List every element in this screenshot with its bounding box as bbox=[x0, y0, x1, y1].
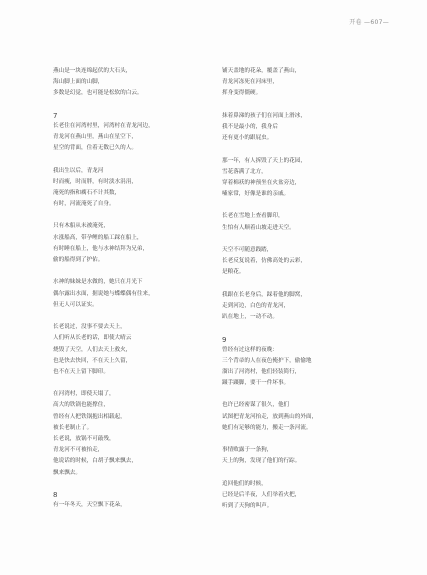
poem-line: 星空的背面，住着无数已久的人。 bbox=[53, 145, 137, 152]
poem-line: 雪花落满了北方， bbox=[222, 168, 267, 175]
poem-line: 也许已经密谋了很久，他们 bbox=[222, 402, 290, 409]
stanza-gap bbox=[53, 210, 193, 221]
poem-line: 趴在地上，一动不动。 bbox=[222, 314, 278, 321]
poem-line: 长老反复说着，仿佛高处的云彩， bbox=[222, 258, 306, 265]
poem-line: 曾经有过这样的夜晚： bbox=[222, 346, 278, 353]
poem-line: 青龙河冻死在河床里， bbox=[222, 79, 278, 86]
stanza-gap bbox=[53, 311, 193, 322]
stanza-gap bbox=[222, 200, 362, 211]
poem-line: 天空不可随意践踏， bbox=[222, 247, 273, 253]
poem-line: 烧毁了天空，人们去天上救火， bbox=[53, 346, 132, 353]
poem-line: 听到了天狗的叫声。 bbox=[222, 503, 273, 510]
poem-line: 生怕有人顺着山坡走进天空。 bbox=[222, 224, 295, 231]
poem-line: 水神的妹妹是水做的，她只在月光下 bbox=[53, 279, 143, 286]
poem-line: 曾经有人把铁锅抱出相载起， bbox=[53, 413, 126, 420]
poem-line: 淹死的指和瘸石不计其数， bbox=[53, 189, 121, 196]
stanza-gap bbox=[222, 100, 362, 111]
section-number: 9 bbox=[222, 335, 227, 344]
poem-line: 但无人可以证实。 bbox=[53, 301, 98, 308]
poem-line: 青龙河在燕山里，燕山在星空下， bbox=[53, 133, 137, 140]
stanza-gap bbox=[222, 434, 362, 445]
poem-line: 我出生以后，青龙河 bbox=[53, 167, 104, 174]
poem-line: 长老说，放锅不可敲残， bbox=[53, 436, 115, 442]
poem-line: 长老住在河湾村里，河湾村在青龙河边， bbox=[53, 122, 154, 129]
section-number: 8 bbox=[53, 490, 58, 499]
poem-line: 蹑手蹑脚，要干一件坏事。 bbox=[222, 380, 290, 387]
poem-line: 挥身变得僵硬。 bbox=[222, 90, 262, 97]
page-header: 开卷 —607— bbox=[349, 19, 389, 26]
poem-line: 被长老制止了。 bbox=[53, 424, 93, 431]
stanza-gap bbox=[222, 323, 362, 334]
stanza-gap bbox=[53, 154, 193, 165]
poem-line: 也不在天上留下脚印。 bbox=[53, 368, 109, 375]
stanza-gap bbox=[222, 389, 362, 400]
poem-line: 高大的铁锅也能撑住， bbox=[53, 402, 109, 409]
poem-line: 长老在雪地上查看脚印， bbox=[222, 213, 284, 220]
poem-line: 抹着鼻涕的孩子们在河面上滑冰， bbox=[222, 112, 306, 119]
poem-line: 事情败露于一条狗， bbox=[222, 447, 273, 454]
poem-line: 嗑家常，好像是谁的亲戚。 bbox=[222, 191, 290, 198]
poem-line: 时而瘦，时而胖，有时淡水涓涓， bbox=[53, 178, 137, 185]
poem-line: 走到河边，白色的青龙河， bbox=[222, 302, 290, 309]
poem-line: 她们有足够的能力，搬走一条河流。 bbox=[222, 424, 312, 431]
stanza-gap bbox=[53, 100, 193, 111]
stanza-gap bbox=[222, 279, 362, 290]
poem-line: 偷的船得到了护佑。 bbox=[53, 257, 104, 263]
poem-line: 飘来飘去。 bbox=[53, 469, 81, 476]
poem-line: 我不是最小的，我身后 bbox=[222, 123, 278, 130]
poem-line: 有时，河流淹死了自身。 bbox=[53, 201, 115, 208]
poem-line: 水涨船高，带孕鲤的船工踩在船上， bbox=[53, 234, 143, 241]
poem-line: 青龙河不可被抬走， bbox=[53, 447, 104, 454]
poem-line: 他说话的时候，白胡子飘来飘去， bbox=[53, 458, 137, 465]
poem-line: 多数是幻觉，也可能是松软的白云。 bbox=[53, 90, 143, 97]
stanza-gap bbox=[53, 479, 193, 490]
poem-line: 偶尔露出水面，据说她与蝶蝶偶有往来， bbox=[53, 290, 154, 297]
poem-line: 已经是后半夜，人们举着火把， bbox=[222, 491, 301, 498]
poem-line: 是粮花。 bbox=[222, 269, 245, 276]
poem-line: 铺天盖地的花朵，覆盖了燕山， bbox=[222, 68, 301, 74]
right-column bbox=[222, 66, 362, 512]
stanza-gap bbox=[222, 234, 362, 245]
poem-line: 溜出了河湾村，他们轻装简行， bbox=[222, 368, 301, 375]
poem-line: 有时睡在船上，他与水神结拜为兄弟， bbox=[53, 245, 149, 252]
stanza-gap bbox=[53, 378, 193, 389]
poem-line: 有一年冬天，天空飘下花朵， bbox=[53, 501, 126, 508]
poem-line: 只有木船从未被淹死， bbox=[53, 223, 109, 230]
left-column bbox=[53, 66, 193, 511]
poem-line: 海山脚上面的山脚， bbox=[53, 79, 104, 86]
poem-line: 追回他们的时候， bbox=[222, 480, 267, 487]
stanza-gap bbox=[53, 266, 193, 277]
stanza-gap bbox=[222, 468, 362, 479]
poem-line: 三个背帚的人在夜色掩护下，偷偷地 bbox=[222, 357, 312, 364]
poem-line: 长老说过，没事不要去天上， bbox=[53, 324, 126, 331]
poem-line: 天上的狗，发现了他们的行踪。 bbox=[222, 458, 301, 465]
section-number: 7 bbox=[53, 111, 58, 120]
poem-line: 在河湾村，即使天塌了， bbox=[53, 391, 115, 398]
poem-line: 那一年，有人拆毁了天上的花园， bbox=[222, 157, 306, 164]
stanza-gap bbox=[222, 144, 362, 155]
poem-line: 试图把青龙河抬走，放到燕山的外面， bbox=[222, 413, 318, 420]
poem-line: 穿着棉袄的神预坐在火盆旁边， bbox=[222, 179, 301, 186]
poem-line: 也是快去快回，不在天上久留， bbox=[53, 357, 132, 364]
poem-line: 还有更小的跟屁虫。 bbox=[222, 135, 273, 142]
poem-line: 我跟在长老身后，踩着他的脚窝， bbox=[222, 291, 306, 298]
poem-line: 燕山是一块连绵起伏的大石头， bbox=[53, 68, 132, 74]
poem-line: 人们听从长老的话，即使大晴云 bbox=[53, 335, 132, 342]
